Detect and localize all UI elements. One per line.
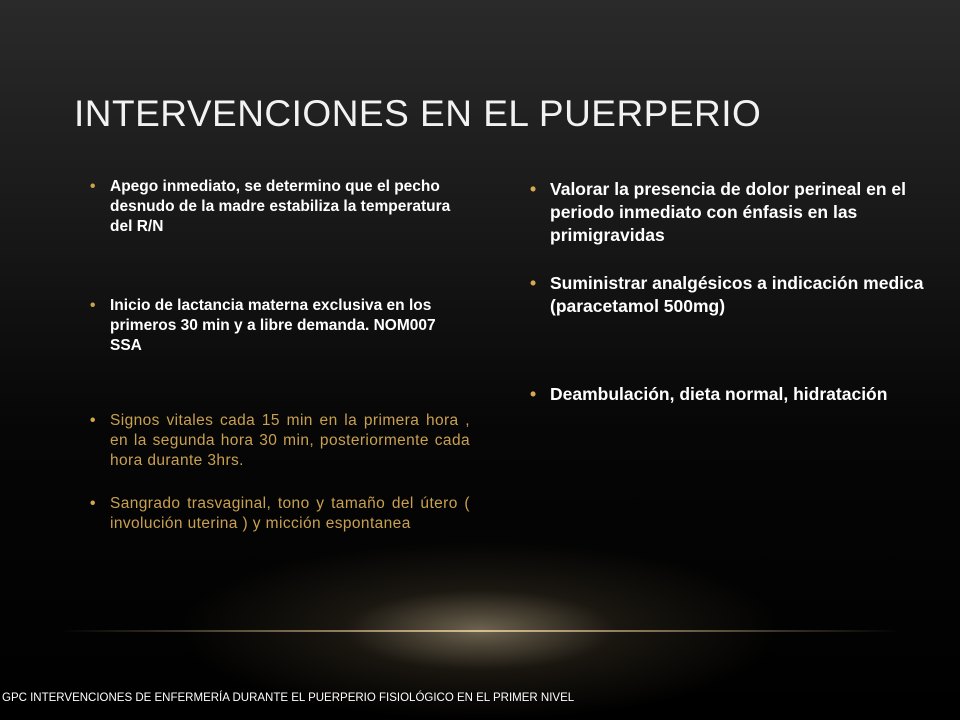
bullet-deambulacion [530, 383, 930, 406]
bullet-signos-vitales [90, 411, 470, 471]
bullet-text: Sangrado trasvaginal, tono y tamaño del útero ( involución uterina ) y micción espontanea [110, 495, 470, 532]
bullet-text: Apego inmediato, se determino que el pecho desnudo de la madre estabiliza la temperatura del R/N [110, 178, 451, 235]
bullet-analgesicos [530, 272, 930, 318]
bullet-text: Suministrar analgésicos a indicación medica (paracetamol 500mg) [550, 273, 924, 316]
bullet-text: Signos vitales cada 15 min en la primera hora , en la segunda hora 30 min, posteriormente cada hora durante 3hrs. [110, 412, 470, 469]
horizon-glow [60, 630, 900, 632]
bullet-text: Valorar la presencia de dolor perineal en el periodo inmediato con énfasis en las primigravidas [550, 179, 906, 245]
bullet-dot-icon: • [90, 178, 96, 195]
bullet-dot-icon: • [530, 273, 537, 293]
slide-title: INTERVENCIONES EN EL PUERPERIO [74, 93, 762, 134]
bullet-apego [90, 177, 470, 237]
bullet-text: Deambulación, dieta normal, hidratación [550, 384, 888, 404]
bullet-dolor-perineal [530, 178, 930, 247]
bullet-dot-icon: • [530, 384, 537, 404]
bullet-dot-icon: • [530, 179, 537, 199]
bullet-lactancia [90, 296, 470, 356]
bullet-text: Inicio de lactancia materna exclusiva en los primeros 30 min y a libre demanda. NOM007 SSA [110, 297, 436, 354]
slide-footer: GPC INTERVENCIONES DE ENFERMERÍA DURANTE EL PUERPERIO FISIOLÓGICO EN EL PRIMER NIVEL [2, 692, 575, 704]
bullet-dot-icon: • [90, 297, 96, 314]
bullet-dot-icon: • [90, 495, 96, 512]
bullet-sangrado [90, 494, 470, 534]
bullet-dot-icon: • [90, 412, 96, 429]
